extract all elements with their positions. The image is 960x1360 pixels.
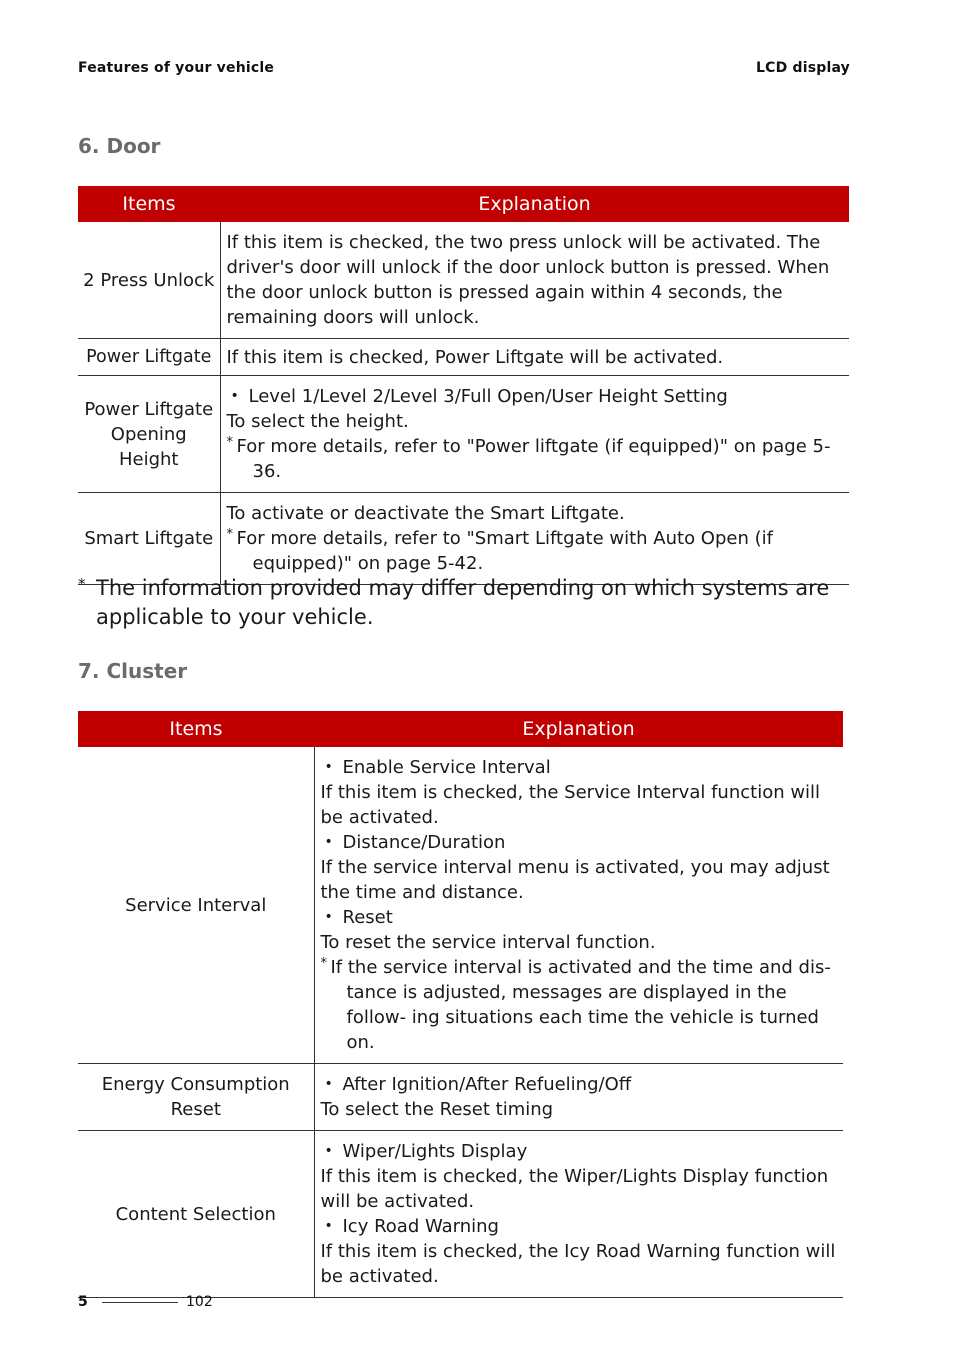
bullet-item: • After Ignition/After Refueling/Off (321, 1072, 840, 1097)
item-cell: Power Liftgate Opening Height (78, 376, 220, 493)
table-header-row (78, 186, 849, 222)
column-header-items: Items (78, 711, 314, 747)
table-row (78, 222, 849, 339)
note-content: If the service interval is activated and the time and dis- tance is adjusted, messages are displayed in the follow- ing situations each time the vehicle is turned on. (330, 957, 831, 1053)
door-settings-table (78, 186, 849, 585)
column-header-explanation: Explanation (314, 711, 843, 747)
column-header-explanation: Explanation (220, 186, 849, 222)
section-title-cluster: 7. Cluster (78, 659, 188, 683)
explanation-cell (314, 747, 843, 1064)
bullet-item: • Icy Road Warning (321, 1214, 840, 1239)
running-header-topic: LCD display (755, 60, 850, 76)
bullet-item: • Enable Service Interval (321, 755, 840, 780)
explanation-text: To select the Reset timing (320, 1099, 554, 1120)
explanation-cell (314, 1064, 843, 1131)
cluster-settings-table (78, 711, 843, 1298)
bullet-item: • Distance/Duration (321, 830, 840, 855)
note-text (321, 955, 840, 1055)
section-title-door: 6. Door (78, 134, 161, 158)
explanation-text: If this item is checked, the two press unlock will be activated. The driver's door will unlock if the door unlock button is pressed. When the door unlock button is pressed again within 4 seconds, the remaining doors will unlock. (226, 232, 830, 328)
bullet-item: • Level 1/Level 2/Level 3/Full Open/User Height Setting (227, 384, 846, 409)
table-row (78, 376, 849, 493)
asterisk-icon: * (78, 575, 86, 593)
item-cell: Power Liftgate (78, 339, 220, 376)
running-header-chapter: Features of your vehicle (78, 60, 275, 76)
table-row (78, 1064, 843, 1131)
item-cell: Service Interval (78, 747, 314, 1064)
explanation-cell (220, 339, 849, 376)
item-cell: Content Selection (78, 1131, 314, 1298)
page-number: 102 (186, 1294, 213, 1310)
item-cell: Smart Liftgate (78, 493, 220, 585)
explanation-cell (314, 1131, 843, 1298)
explanation-cell (220, 376, 849, 493)
page-section-number: 5 (78, 1294, 88, 1310)
asterisk-icon: * (226, 527, 233, 542)
table-row (78, 339, 849, 376)
table-row (78, 493, 849, 585)
explanation-cell (220, 222, 849, 339)
bullet-item: • Reset (321, 905, 840, 930)
table-row (78, 1131, 843, 1298)
explanation-text: If this item is checked, the Service Interval function will be activated. (320, 782, 821, 828)
item-cell: 2 Press Unlock (78, 222, 220, 339)
note-content: For more details, refer to "Power liftgate (if equipped)" on page 5-36. (236, 436, 831, 482)
bullet-item: • Wiper/Lights Display (321, 1139, 840, 1164)
note-text (227, 526, 846, 576)
asterisk-icon: * (320, 956, 327, 971)
item-cell: Energy Consumption Reset (78, 1064, 314, 1131)
footnote (78, 574, 838, 632)
table-header-row (78, 711, 843, 747)
explanation-cell (220, 493, 849, 585)
explanation-text: If this item is checked, the Icy Road Warning function will be activated. (320, 1241, 836, 1287)
explanation-text: To reset the service interval function. (320, 932, 656, 953)
explanation-text: To activate or deactivate the Smart Liftgate. (226, 503, 625, 524)
note-text (227, 434, 846, 484)
column-header-items: Items (78, 186, 220, 222)
footnote-text: The information provided may differ depending on which systems are applicable to your vehicle. (96, 576, 830, 629)
explanation-text: If this item is checked, Power Liftgate will be activated. (226, 346, 724, 368)
table-row (78, 747, 843, 1064)
explanation-text: If the service interval menu is activated, you may adjust the time and distance. (320, 857, 830, 903)
explanation-text: If this item is checked, the Wiper/Lights Display function will be activated. (320, 1166, 829, 1212)
asterisk-icon: * (226, 435, 233, 450)
explanation-text: To select the height. (226, 411, 409, 432)
footer-rule (102, 1302, 178, 1303)
note-content: For more details, refer to "Smart Liftgate with Auto Open (if equipped)" on page 5-42. (236, 528, 773, 574)
